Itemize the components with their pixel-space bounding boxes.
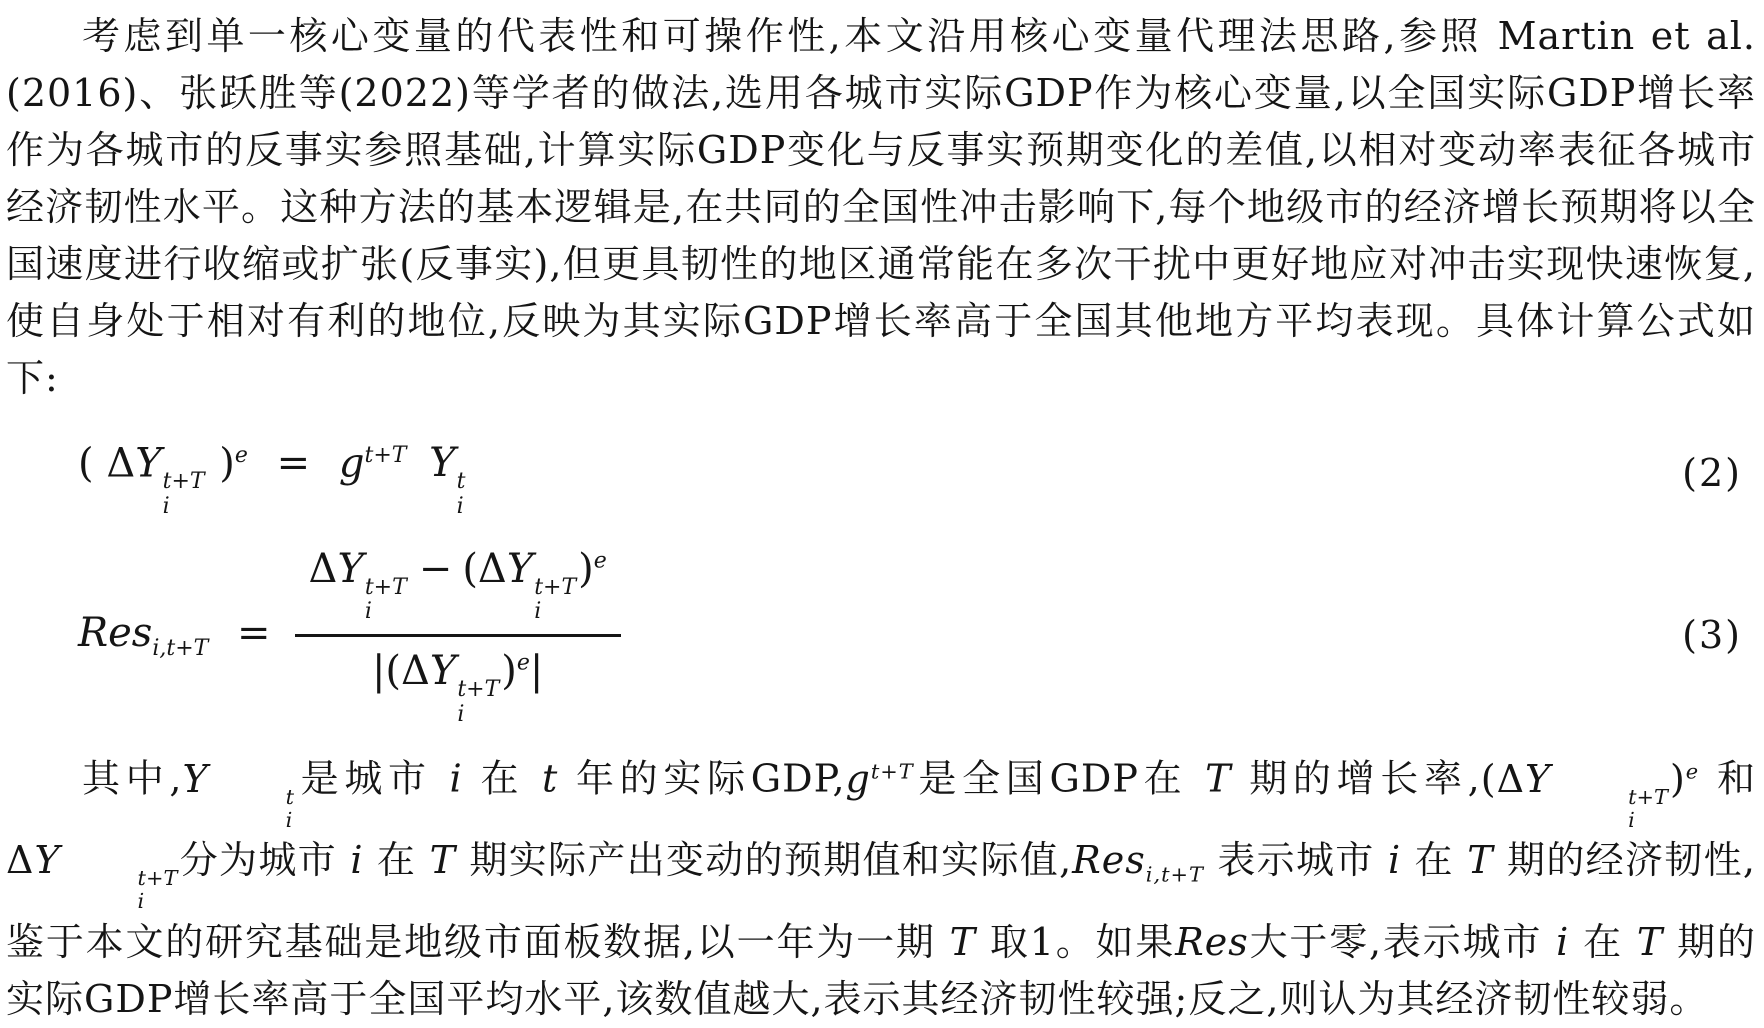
text-segment: 分为城市 bbox=[179, 838, 351, 883]
var-Y: Y bbox=[34, 838, 61, 883]
var-Res: Res bbox=[78, 609, 153, 656]
scripts-Y bbox=[210, 786, 294, 833]
var-T: T bbox=[1636, 919, 1664, 964]
subscript-i: i bbox=[1628, 807, 1635, 832]
var-i: i bbox=[1556, 919, 1570, 964]
superscript-t-plus-T: t+T bbox=[870, 759, 914, 784]
subscript-i: i bbox=[285, 807, 293, 832]
var-Y: Y bbox=[182, 757, 209, 802]
var-i: i bbox=[350, 838, 364, 883]
equation-3-number: (3) bbox=[1682, 613, 1742, 658]
equation-2 bbox=[78, 427, 467, 520]
superscript-t-plus-T: t+T bbox=[457, 677, 500, 703]
superscript-e: e bbox=[1685, 759, 1700, 784]
text-segment: 在 bbox=[462, 757, 542, 802]
subscript-i: i bbox=[364, 599, 372, 625]
var-Res: Res bbox=[1175, 919, 1249, 964]
var-T: T bbox=[429, 838, 456, 883]
equation-2-row bbox=[6, 427, 1756, 520]
inline-math-Res bbox=[1072, 838, 1204, 887]
superscript-t-plus-T: t+T bbox=[162, 469, 205, 495]
text-segment: 期的经济韧性,鉴于本文的研究基础是地级市面板数据,以一年为一期 bbox=[6, 838, 1756, 964]
delta-symbol: Δ bbox=[401, 648, 430, 695]
text-segment: 期的增长率, bbox=[1231, 757, 1481, 802]
numerator bbox=[295, 544, 621, 634]
inline-math-g-t-plus-T bbox=[846, 757, 914, 801]
superscript-t-plus-T: t+T bbox=[1628, 784, 1668, 809]
scripts-Y bbox=[534, 576, 576, 625]
text-segment: 其中, bbox=[82, 757, 183, 802]
text-segment: 取1。如果 bbox=[975, 919, 1176, 964]
subscript-i: i bbox=[137, 889, 145, 914]
var-g: g bbox=[845, 757, 871, 802]
var-Y: Y bbox=[337, 545, 364, 592]
var-Y: Y bbox=[429, 648, 457, 695]
subscript-i-t-plus-T: i,t+T bbox=[152, 635, 209, 661]
var-i: i bbox=[449, 757, 463, 802]
equation-2-number: (2) bbox=[1682, 450, 1742, 495]
var-Res: Res bbox=[1072, 838, 1146, 883]
var-T: T bbox=[1205, 757, 1232, 802]
text-segment: 和 bbox=[1699, 757, 1756, 802]
var-T: T bbox=[949, 919, 976, 964]
text-segment: 表示城市 bbox=[1203, 838, 1388, 883]
text-segment: 是全国GDP在 bbox=[913, 757, 1206, 802]
var-Y: Y bbox=[429, 440, 456, 487]
inline-math-actual-change bbox=[6, 838, 179, 914]
subscript-i-t-plus-T: i,t+T bbox=[1145, 862, 1204, 887]
open-paren: ( bbox=[385, 648, 402, 695]
delta-symbol: Δ bbox=[477, 545, 507, 592]
close-paren: ) bbox=[578, 545, 594, 592]
text-segment: 期实际产出变动的预期值和实际值, bbox=[455, 838, 1073, 883]
scripts-Y bbox=[62, 867, 178, 914]
scripts-Y bbox=[1552, 786, 1668, 833]
superscript-t-plus-T: t+T bbox=[364, 574, 407, 600]
equation-3 bbox=[78, 544, 621, 728]
text-segment: 期的实际GDP增长率高于全国平均水平,该数值越大,表示其经济韧性较强;反之,则认为其经济韧性较弱。 bbox=[6, 919, 1756, 1021]
superscript-t: t bbox=[456, 469, 466, 495]
text-segment: 是城市 bbox=[295, 757, 450, 802]
text-segment: 年的实际GDP, bbox=[558, 757, 846, 802]
open-paren: ( bbox=[1480, 757, 1497, 802]
var-g: g bbox=[338, 440, 365, 487]
subscript-i: i bbox=[162, 494, 170, 520]
var-Y: Y bbox=[1525, 757, 1552, 802]
equations-block bbox=[6, 427, 1756, 727]
superscript-t-plus-T: t+T bbox=[534, 574, 577, 600]
minus-sign: − bbox=[418, 545, 453, 592]
paragraph-method-intro: 考虑到单一核心变量的代表性和可操作性,本文沿用核心变量代理法思路,参照 Martin et al.(2016)、张跃胜等(2022)等学者的做法,选用各城市实际GDP作为核心变量,以全国实际GDP增长率作为各城市的反事实参照基础,计算实际GDP变化与反事实预期变化的差值,以相对变动率表征各城市经济韧性水平。这种方法的基本逻辑是,在共同的全国性冲击影响下,每个地级市的经济增长预期将以全国速度进行收缩或扩张(反事实),但更具韧性的地区通常能在多次干扰中更好地应对冲击实现快速恢复,使自身处于相对有利的地位,反映为其实际GDP增长率高于全国其他地方平均表现。具体计算公式如下: bbox=[6, 14, 1756, 400]
var-T: T bbox=[1467, 838, 1494, 883]
superscript-e: e bbox=[516, 650, 530, 676]
paragraph-variable-definitions bbox=[6, 743, 1756, 1027]
superscript-e: e bbox=[234, 443, 248, 468]
scripts-Y bbox=[163, 470, 205, 519]
var-Y: Y bbox=[506, 545, 534, 592]
equals-sign: = bbox=[276, 440, 311, 487]
open-paren: ( bbox=[78, 440, 94, 487]
delta-symbol: Δ bbox=[308, 545, 338, 592]
scripts-Y bbox=[365, 576, 407, 625]
subscript-i: i bbox=[534, 599, 542, 625]
text-segment: 大于零,表示城市 bbox=[1248, 919, 1557, 964]
var-t: t bbox=[541, 757, 559, 802]
text-segment: 在 bbox=[363, 838, 430, 883]
fraction bbox=[295, 544, 621, 728]
close-paren: ) bbox=[1669, 757, 1686, 802]
var-i: i bbox=[1387, 838, 1402, 883]
text-segment: 在 bbox=[1569, 919, 1637, 964]
close-paren: ) bbox=[501, 648, 517, 695]
superscript-t-plus-T: t+T bbox=[137, 865, 178, 890]
delta-symbol: Δ bbox=[6, 838, 35, 883]
scripts-Y bbox=[457, 678, 499, 727]
inline-math-Y-i-t bbox=[182, 757, 296, 832]
abs-bar: | bbox=[371, 648, 386, 695]
scripts-Y bbox=[457, 470, 466, 519]
equation-3-row bbox=[6, 544, 1756, 728]
superscript-t: t bbox=[285, 784, 294, 809]
inline-math-expected-change bbox=[1480, 757, 1700, 832]
var-Y: Y bbox=[135, 440, 162, 487]
abs-bar: | bbox=[529, 648, 544, 695]
close-paren: ) bbox=[219, 440, 235, 487]
subscript-i: i bbox=[457, 701, 465, 727]
equals-sign: = bbox=[237, 609, 271, 656]
delta-symbol: Δ bbox=[106, 440, 136, 487]
text-segment: 在 bbox=[1401, 838, 1468, 883]
delta-symbol: Δ bbox=[1496, 757, 1526, 802]
superscript-t-plus-T: t+T bbox=[364, 443, 407, 468]
open-paren: ( bbox=[462, 545, 478, 592]
superscript-e: e bbox=[593, 548, 607, 574]
subscript-i: i bbox=[456, 494, 464, 520]
denominator bbox=[295, 634, 621, 727]
